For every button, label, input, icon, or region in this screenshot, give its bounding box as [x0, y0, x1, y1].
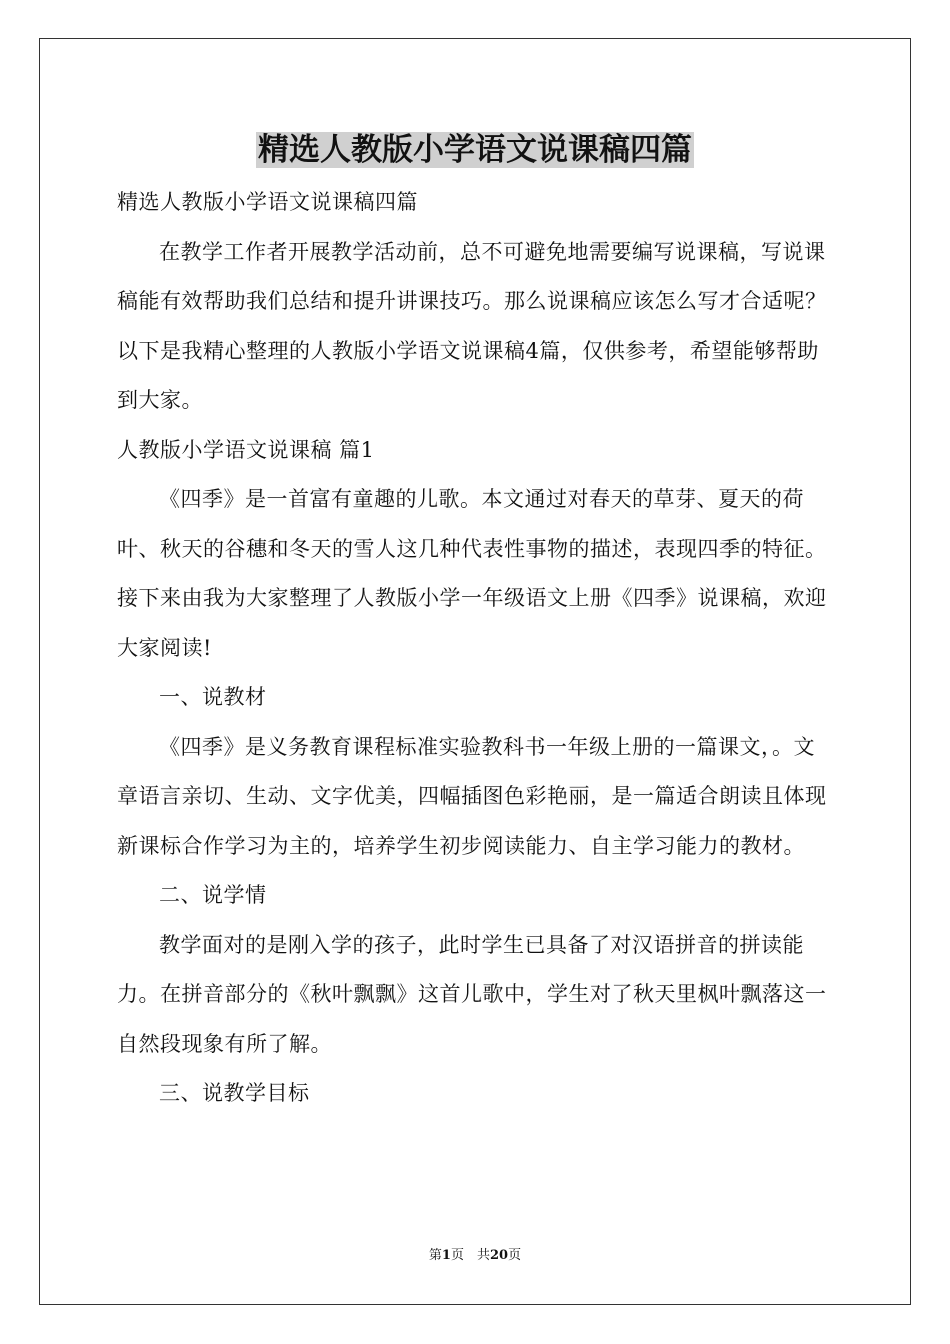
paragraph-1: 《四季》是一首富有童趣的儿歌。本文通过对春天的草芽、夏天的荷叶、秋天的谷穗和冬天的雪人这几种代表性事物的描述，表现四季的特征。接下来由我为大家整理了人教版小学一年级语文上册《四季》说课稿，欢迎大家阅读! [117, 487, 827, 660]
paragraph-2: 《四季》是义务教育课程标准实验教科书一年级上册的一篇课文，。文章语言亲切、生动、文字优美，四幅插图色彩艳丽，是一篇适合朗读且体现新课标合作学习为主的，培养学生初步阅读能力、自主学习能力的教材。 [117, 734, 827, 858]
page-footer [0, 1246, 950, 1266]
footer-middle: 页 共 [450, 1248, 490, 1263]
footer-prefix: 第 [428, 1248, 442, 1263]
document-title [0, 128, 950, 172]
paragraph-3: 教学面对的是刚入学的孩子，此时学生已具备了对汉语拼音的拼读能力。在拼音部分的《秋叶飘飘》这首儿歌中，学生对了秋天里枫叶飘落这一自然段现象有所了解。 [117, 932, 827, 1056]
heading-3: 三、说教学目标 [159, 1081, 310, 1105]
intro-paragraph: 在教学工作者开展教学活动前，总不可避免地需要编写说课稿，写说课稿能有效帮助我们总结和提升讲课技巧。那么说课稿应该怎么写才合适呢？以下是我精心整理的人教版小学语文说课稿4篇，仅供参考，希望能够帮助到大家。 [117, 239, 827, 412]
footer-total-pages: 20 [489, 1248, 509, 1263]
footer-suffix: 页 [508, 1248, 522, 1263]
heading-1: 一、说教材 [159, 685, 267, 709]
heading-2: 二、说学情 [159, 883, 267, 907]
footer-page-number: 1 [441, 1248, 451, 1263]
document-subtitle: 精选人教版小学语文说课稿四篇 [117, 190, 418, 214]
document-title-text: 精选人教版小学语文说课稿四篇 [258, 132, 692, 168]
document-body [117, 178, 833, 1119]
section-heading: 人教版小学语文说课稿 篇1 [117, 437, 375, 462]
